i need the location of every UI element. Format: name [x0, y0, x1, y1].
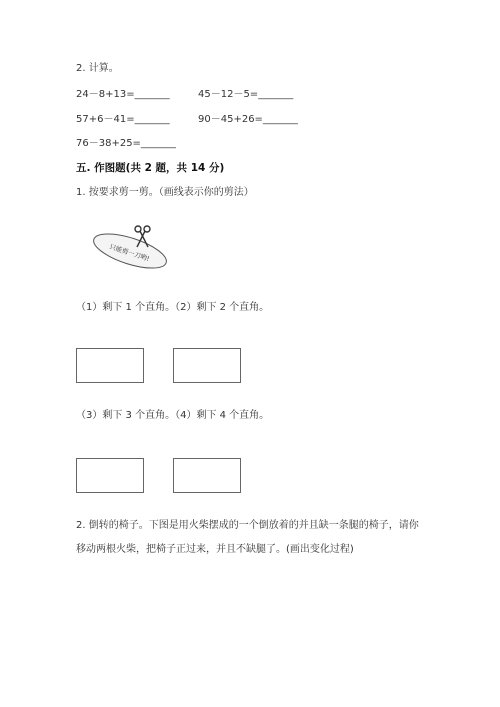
cut-question-prompt: 1. 按要求剪一剪。（画线表示你的剪法） [76, 187, 254, 198]
figure-text: 只能剪一刀哟! [108, 242, 151, 264]
calc-expression: 45－12－5=_______ [198, 89, 294, 100]
scissors-figure [90, 222, 172, 274]
calc-expression: 24－8+13=_______ [76, 89, 170, 100]
section-title: 五. 作图题(共 2 题，共 14 分) [76, 162, 225, 174]
chair-question-line1: 2. 倒转的椅子。下图是用火柴摆成的一个倒放着的并且缺一条腿的椅子，请你 [76, 520, 419, 531]
rectangle-box [173, 458, 241, 493]
calc-heading: 2. 计算。 [76, 63, 119, 74]
cut-row1-label: （1）剩下 1 个直角。（2）剩下 2 个直角。 [76, 302, 270, 313]
rectangle-box [173, 348, 241, 383]
cut-row2-label: （3）剩下 3 个直角。（4）剩下 4 个直角。 [76, 410, 270, 421]
calc-expression: 57+6－41=_______ [76, 114, 170, 125]
rectangle-box [76, 458, 144, 493]
calc-expression: 90－45+26=_______ [198, 114, 298, 125]
rectangle-box [76, 348, 144, 383]
calc-expression: 76－38+25=_______ [76, 138, 176, 149]
chair-question-line2: 移动两根火柴，把椅子正过来，并且不缺腿了。(画出变化过程) [76, 544, 354, 555]
